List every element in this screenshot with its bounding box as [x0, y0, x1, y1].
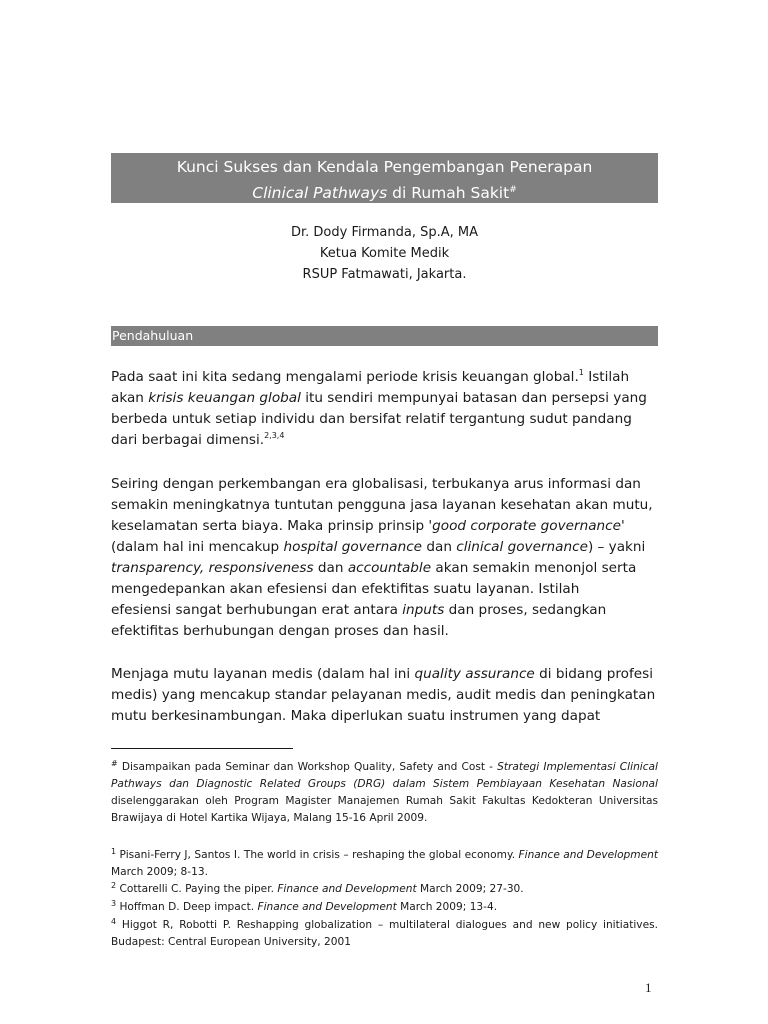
footnote-hash: # Disampaikan pada Seminar dan Workshop Quality, Safety and Cost - Strategi Implementasi Clinical Pathways dan Diagnostic Related Groups (DRG) dalam Sistem Pembiayaan Kesehatan Nasional diselenggarakan oleh Program Magister Manajemen Rumah Sakit Fakultas Kedokteran Universitas Brawijaya di Hotel Kartika Wijaya, Malang 15-16 April 2009.	[111, 759, 658, 824]
footnote-divider	[111, 748, 293, 749]
footnote-4: $^4$ Higgot R, Robotti P. Reshapping globalization – multilateral dialogues and new policy initiatives. Budapest: Central European University, 2001	[111, 917, 658, 948]
title-line-2	[111, 179, 658, 205]
title-italic: Clinical Pathways	[252, 184, 388, 202]
footnote-2: $^2$ Cottarelli C. Paying the piper. Finance and Development March 2009; 27-30.	[111, 881, 524, 895]
paragraph-line: efesiensi sangat berhubungan erat antara inputs dan proses, sedangkan	[111, 602, 607, 618]
author-name: Dr. Dody Firmanda, Sp.A, MA	[291, 225, 478, 240]
paragraph-line: berbeda untuk setiap individu dan bersifat relatif tergantung sudut pandang	[111, 411, 632, 427]
author-block	[111, 222, 658, 285]
footnote-3: $^3$ Hoffman D. Deep impact. Finance and Development March 2009; 13-4.	[111, 899, 498, 913]
paragraph-line: Seiring dengan perkembangan era globalisasi, terbukanya arus informasi dan	[111, 476, 641, 492]
title-line-1: Kunci Sukses dan Kendala Pengembangan Penerapan	[176, 158, 593, 176]
paragraph-line: mutu berkesinambungan. Maka diperlukan suatu instrumen yang dapat	[111, 708, 601, 724]
title-rest: di Rumah Sakit	[387, 184, 510, 202]
paragraph-line: mengedepankan akan efesiensi dan efektifitas suatu layanan. Istilah	[111, 581, 580, 597]
paragraph-2	[111, 474, 658, 642]
footnote-ref: 1	[578, 368, 584, 377]
paragraph-line: (dalam hal ini mencakup hospital governance dan clinical governance) – yakni	[111, 539, 646, 555]
paragraph-line: semakin meningkatnya tuntutan pengguna jasa layanan kesehatan akan mutu,	[111, 497, 653, 513]
paragraph-line: medis) yang mencakup standar pelayanan medis, audit medis dan peningkatan	[111, 687, 656, 703]
document-title	[111, 153, 658, 203]
paragraph-line: Pada saat ini kita sedang mengalami periode krisis keuangan global.$^1$ Istilah	[111, 368, 630, 385]
page-number: 1	[645, 980, 652, 995]
author-role: Ketua Komite Medik	[319, 246, 450, 261]
footnote-ref: 2,3,4	[264, 431, 285, 440]
section-heading: Pendahuluan	[111, 326, 658, 346]
paragraph-3	[111, 664, 658, 727]
paragraph-line: transparency, responsiveness dan accountable akan semakin menonjol serta	[111, 560, 637, 576]
paragraph-line: dari berbagai dimensi.$^{2,3,4}$	[111, 431, 285, 448]
paragraph-line: akan krisis keuangan global itu sendiri mempunyai batasan dan persepsi yang	[111, 390, 647, 406]
footnote-1: $^1$ Pisani-Ferry J, Santos I. The world in crisis – reshaping the global economy. Finance and Development March 2009; 8-13.	[111, 847, 658, 878]
paragraph-1	[111, 367, 658, 451]
author-institution: RSUP Fatmawati, Jakarta.	[302, 267, 467, 282]
paragraph-line: efektifitas berhubungan dengan proses dan hasil.	[111, 623, 449, 639]
paragraph-line: Menjaga mutu layanan medis (dalam hal ini quality assurance di bidang profesi	[111, 666, 654, 682]
paragraph-line: keselamatan serta biaya. Maka prinsip prinsip 'good corporate governance'	[111, 518, 625, 534]
title-footnote-mark: #	[509, 185, 517, 195]
